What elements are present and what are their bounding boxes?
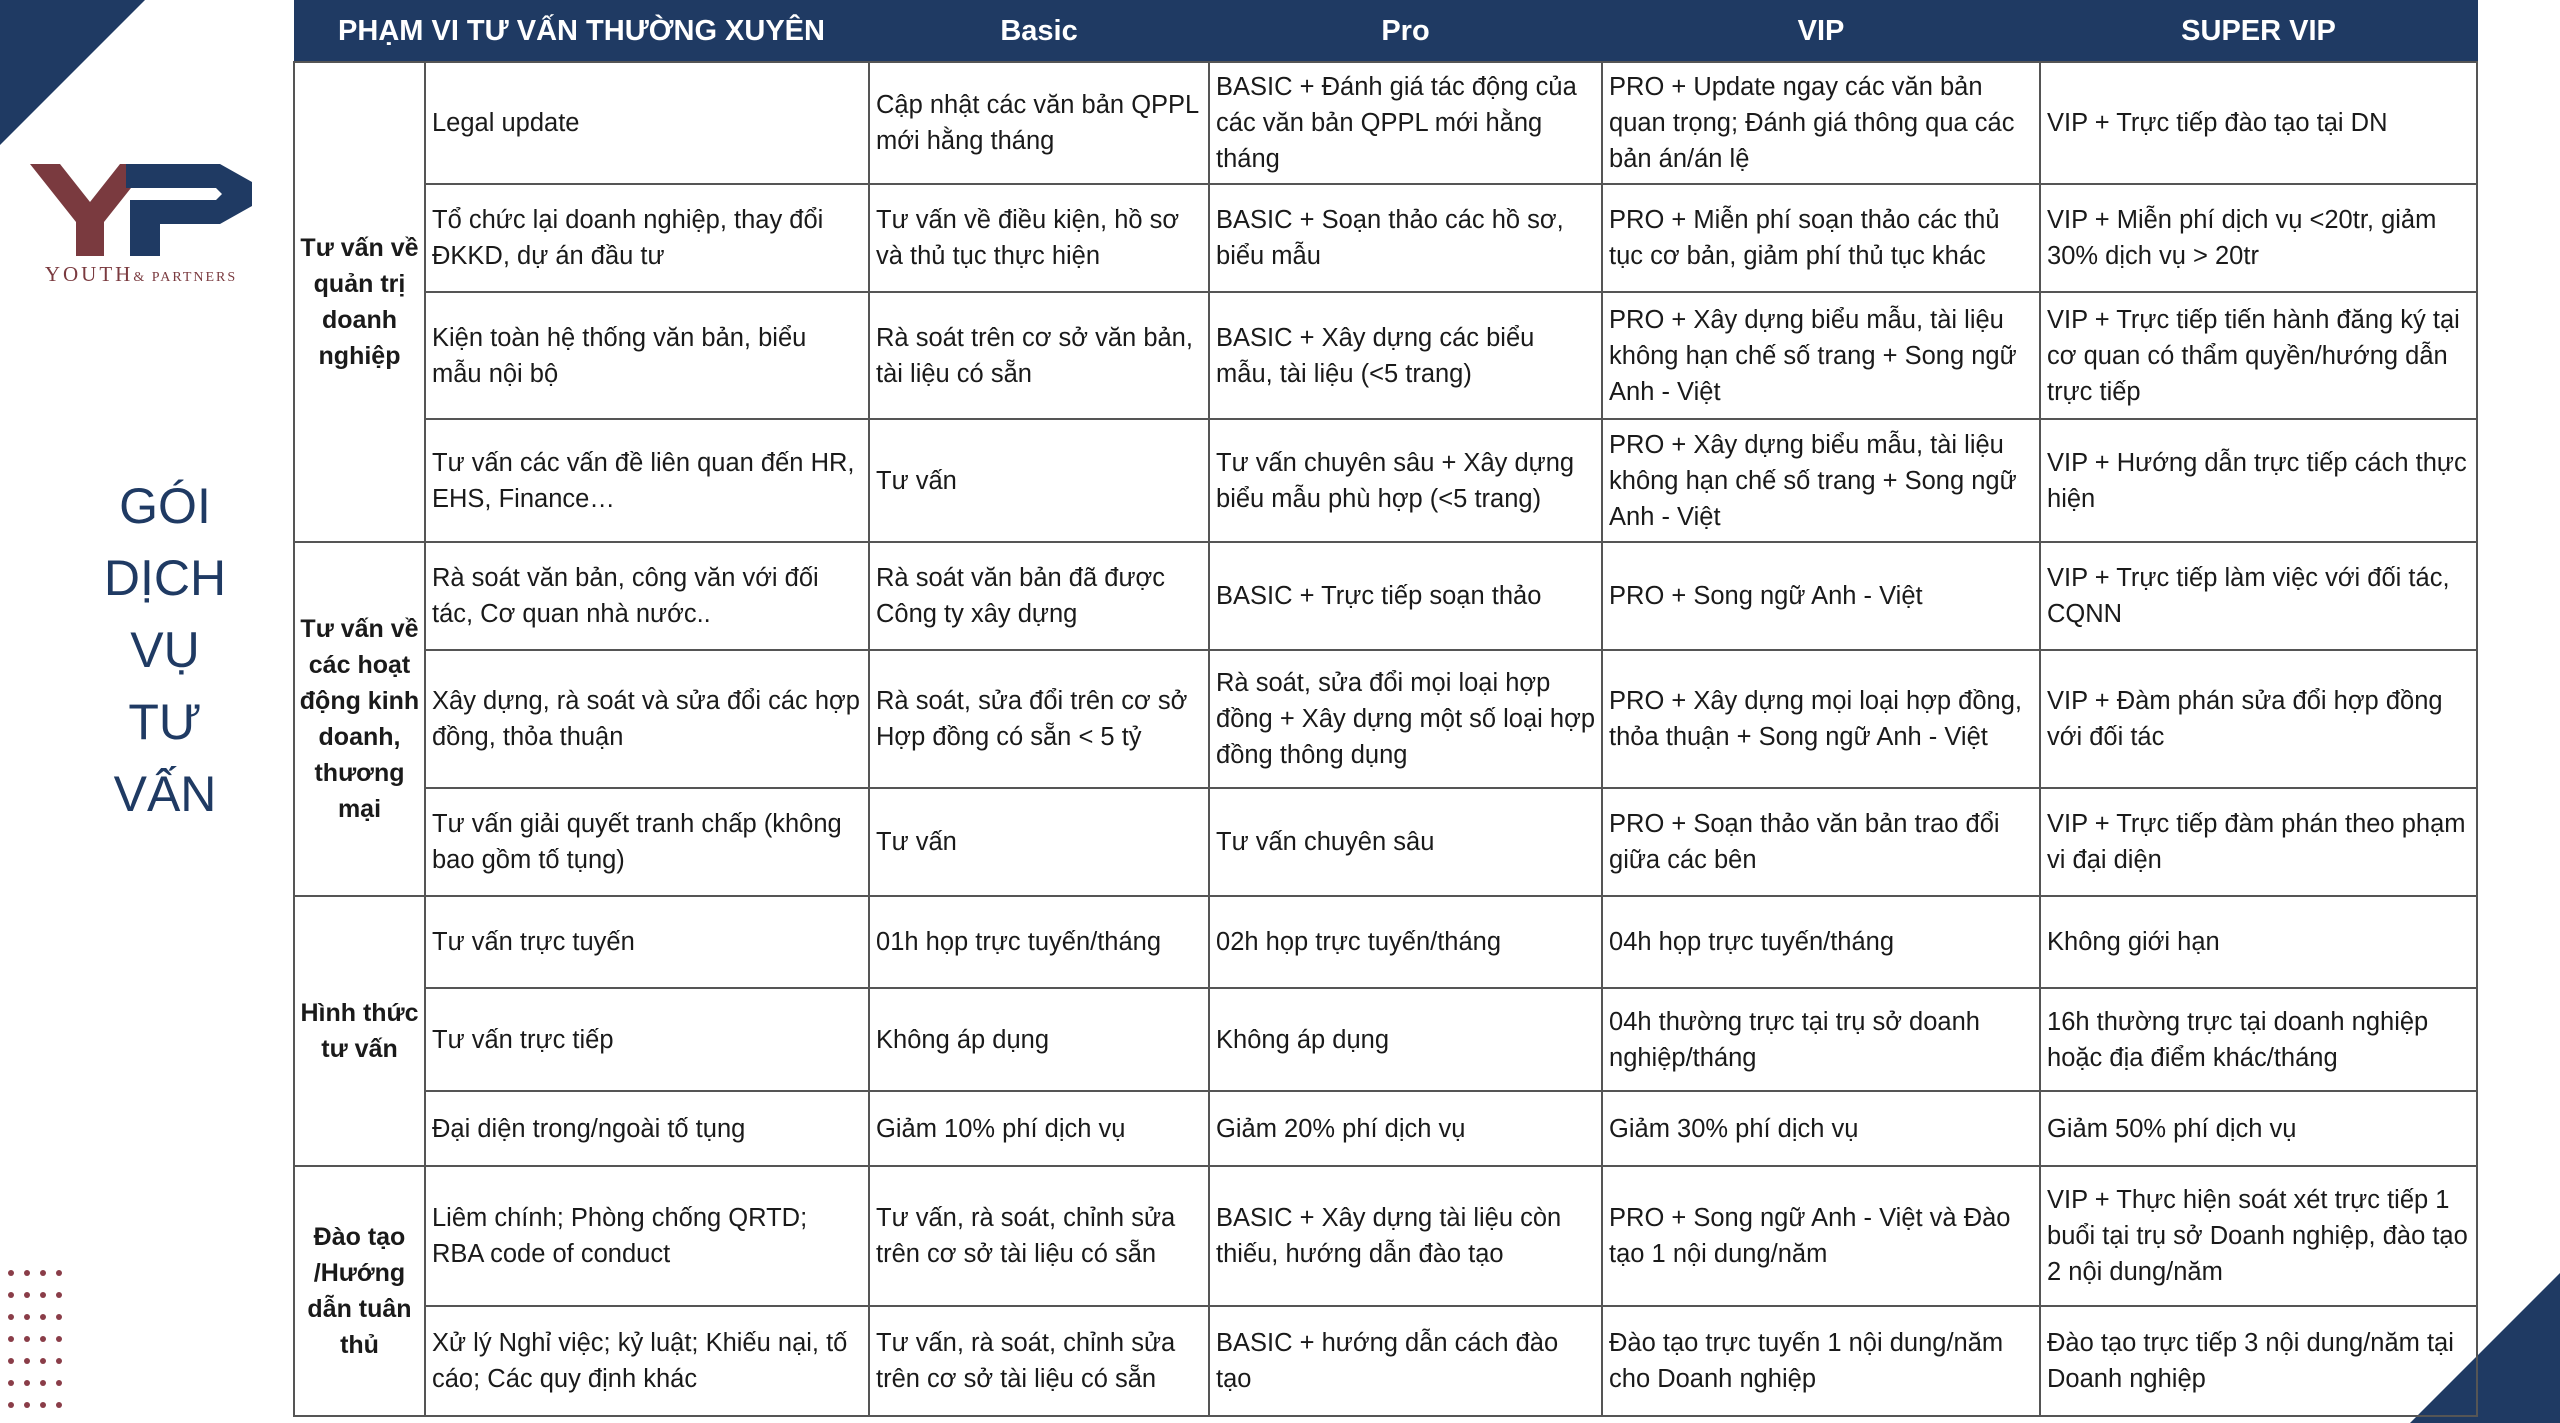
- cell-super-vip: VIP + Miễn phí dịch vụ <20tr, giảm 30% dịch vụ > 20tr: [2040, 184, 2477, 292]
- cell-super-vip: VIP + Trực tiếp đàm phán theo phạm vi đại diện: [2040, 788, 2477, 896]
- dot: [56, 1292, 62, 1298]
- dot: [24, 1270, 30, 1276]
- table-row: [294, 988, 2477, 1091]
- cell-basic: Cập nhật các văn bản QPPL mới hằng tháng: [869, 62, 1209, 184]
- header-super-vip: SUPER VIP: [2040, 1, 2477, 63]
- dot: [8, 1358, 14, 1364]
- cell-scope: Tư vấn giải quyết tranh chấp (không bao gồm tố tụng): [425, 788, 869, 896]
- dot: [24, 1314, 30, 1320]
- cell-pro: BASIC + Soạn thảo các hồ sơ, biểu mẫu: [1209, 184, 1602, 292]
- cell-vip: PRO + Xây dựng biểu mẫu, tài liệu không hạn chế số trang + Song ngữ Anh - Việt: [1602, 419, 2040, 542]
- group-label: Tư vấn về các hoạt động kinh doanh, thương mại: [294, 542, 425, 896]
- cell-super-vip: VIP + Trực tiếp làm việc với đối tác, CQNN: [2040, 542, 2477, 650]
- cell-vip: PRO + Xây dựng mọi loại hợp đồng, thỏa thuận + Song ngữ Anh - Việt: [1602, 650, 2040, 788]
- header-basic: Basic: [869, 1, 1209, 63]
- cell-super-vip: VIP + Thực hiện soát xét trực tiếp 1 buổi tại trụ sở Doanh nghiệp, đào tạo 2 nội dung/năm: [2040, 1166, 2477, 1306]
- dot: [56, 1358, 62, 1364]
- table-row: [294, 62, 2477, 184]
- cell-super-vip: Không giới hạn: [2040, 896, 2477, 988]
- dot: [40, 1402, 46, 1408]
- dot: [24, 1380, 30, 1386]
- dot: [8, 1270, 14, 1276]
- cell-pro: BASIC + Đánh giá tác động của các văn bản QPPL mới hằng tháng: [1209, 62, 1602, 184]
- table-row: [294, 1306, 2477, 1416]
- group-label: Tư vấn về quản trị doanh nghiệp: [294, 62, 425, 542]
- dot: [40, 1314, 46, 1320]
- dot: [40, 1270, 46, 1276]
- dot: [8, 1336, 14, 1342]
- dot: [24, 1292, 30, 1298]
- dot: [24, 1336, 30, 1342]
- cell-basic: Tư vấn về điều kiện, hồ sơ và thủ tục thực hiện: [869, 184, 1209, 292]
- cell-pro: 02h họp trực tuyến/tháng: [1209, 896, 1602, 988]
- dot: [24, 1402, 30, 1408]
- cell-super-vip: Đào tạo trực tiếp 3 nội dung/năm tại Doanh nghiệp: [2040, 1306, 2477, 1416]
- dot: [40, 1358, 46, 1364]
- cell-scope: Tư vấn trực tiếp: [425, 988, 869, 1091]
- dot: [56, 1336, 62, 1342]
- cell-pro: Giảm 20% phí dịch vụ: [1209, 1091, 1602, 1166]
- cell-scope: Đại diện trong/ngoài tố tụng: [425, 1091, 869, 1166]
- table-row: [294, 1166, 2477, 1306]
- dot: [40, 1336, 46, 1342]
- cell-scope: Tư vấn các vấn đề liên quan đến HR, EHS, Finance…: [425, 419, 869, 542]
- dot: [24, 1358, 30, 1364]
- header-pro: Pro: [1209, 1, 1602, 63]
- cell-basic: Tư vấn, rà soát, chỉnh sửa trên cơ sở tài liệu có sẵn: [869, 1306, 1209, 1416]
- dot: [40, 1292, 46, 1298]
- cell-vip: 04h thường trực tại trụ sở doanh nghiệp/tháng: [1602, 988, 2040, 1091]
- dot: [8, 1380, 14, 1386]
- yp-logo-icon: [30, 160, 252, 260]
- cell-basic: Giảm 10% phí dịch vụ: [869, 1091, 1209, 1166]
- cell-pro: Tư vấn chuyên sâu + Xây dựng biểu mẫu phù hợp (<5 trang): [1209, 419, 1602, 542]
- corner-decoration-top-left: [0, 0, 145, 145]
- cell-pro: Không áp dụng: [1209, 988, 1602, 1091]
- service-packages-table: [293, 0, 2478, 1417]
- company-logo: [30, 160, 252, 290]
- table-row: [294, 788, 2477, 896]
- dot: [8, 1314, 14, 1320]
- cell-scope: Tổ chức lại doanh nghiệp, thay đổi ĐKKD, dự án đầu tư: [425, 184, 869, 292]
- group-label: Đào tạo /Hướng dẫn tuân thủ: [294, 1166, 425, 1416]
- table-row: [294, 650, 2477, 788]
- cell-scope: Kiện toàn hệ thống văn bản, biểu mẫu nội bộ: [425, 292, 869, 419]
- table-row: [294, 419, 2477, 542]
- cell-basic: Rà soát, sửa đổi trên cơ sở Hợp đồng có sẵn < 5 tỷ: [869, 650, 1209, 788]
- dot: [8, 1292, 14, 1298]
- cell-basic: Tư vấn: [869, 419, 1209, 542]
- group-label: Hình thức tư vấn: [294, 896, 425, 1166]
- dot: [56, 1402, 62, 1408]
- cell-pro: BASIC + Xây dựng các biểu mẫu, tài liệu (<5 trang): [1209, 292, 1602, 419]
- header-vip: VIP: [1602, 1, 2040, 63]
- dot: [56, 1270, 62, 1276]
- cell-scope: Liêm chính; Phòng chống QRTD; RBA code of conduct: [425, 1166, 869, 1306]
- dot: [40, 1380, 46, 1386]
- cell-basic: Rà soát trên cơ sở văn bản, tài liệu có sẵn: [869, 292, 1209, 419]
- logo-suffix: & PARTNERS: [133, 270, 238, 285]
- cell-super-vip: Giảm 50% phí dịch vụ: [2040, 1091, 2477, 1166]
- cell-vip: PRO + Xây dựng biểu mẫu, tài liệu không hạn chế số trang + Song ngữ Anh - Việt: [1602, 292, 2040, 419]
- cell-scope: Xử lý Nghỉ việc; kỷ luật; Khiếu nại, tố cáo; Các quy định khác: [425, 1306, 869, 1416]
- table-row: [294, 184, 2477, 292]
- table-header-row: [294, 1, 2477, 63]
- table-row: [294, 292, 2477, 419]
- cell-vip: Đào tạo trực tuyến 1 nội dung/năm cho Doanh nghiệp: [1602, 1306, 2040, 1416]
- side-title-line: GÓI: [119, 478, 211, 534]
- cell-vip: PRO + Update ngay các văn bản quan trọng; Đánh giá thông qua các bản án/án lệ: [1602, 62, 2040, 184]
- cell-super-vip: VIP + Trực tiếp tiến hành đăng ký tại cơ quan có thẩm quyền/hướng dẫn trực tiếp: [2040, 292, 2477, 419]
- cell-vip: PRO + Song ngữ Anh - Việt: [1602, 542, 2040, 650]
- dot: [56, 1380, 62, 1386]
- dot: [56, 1314, 62, 1320]
- dot: [8, 1402, 14, 1408]
- cell-vip: Giảm 30% phí dịch vụ: [1602, 1091, 2040, 1166]
- cell-scope: Tư vấn trực tuyến: [425, 896, 869, 988]
- cell-basic: Rà soát văn bản đã được Công ty xây dựng: [869, 542, 1209, 650]
- logo-name: YOUTH: [44, 262, 134, 286]
- cell-pro: BASIC + hướng dẫn cách đào tạo: [1209, 1306, 1602, 1416]
- cell-pro: Tư vấn chuyên sâu: [1209, 788, 1602, 896]
- cell-super-vip: VIP + Hướng dẫn trực tiếp cách thực hiện: [2040, 419, 2477, 542]
- cell-scope: Xây dựng, rà soát và sửa đổi các hợp đồng, thỏa thuận: [425, 650, 869, 788]
- cell-basic: Tư vấn: [869, 788, 1209, 896]
- table-row: [294, 896, 2477, 988]
- cell-basic: Tư vấn, rà soát, chỉnh sửa trên cơ sở tài liệu có sẵn: [869, 1166, 1209, 1306]
- cell-scope: Rà soát văn bản, công văn với đối tác, Cơ quan nhà nước..: [425, 542, 869, 650]
- cell-scope: Legal update: [425, 62, 869, 184]
- table-row: [294, 542, 2477, 650]
- logo-wordmark: [30, 262, 252, 287]
- cell-vip: 04h họp trực tuyến/tháng: [1602, 896, 2040, 988]
- side-title-line: DỊCH: [103, 550, 227, 606]
- side-title: [60, 470, 270, 830]
- header-scope: PHẠM VI TƯ VẤN THƯỜNG XUYÊN: [294, 1, 869, 63]
- cell-pro: BASIC + Trực tiếp soạn thảo: [1209, 542, 1602, 650]
- cell-super-vip: VIP + Trực tiếp đào tạo tại DN: [2040, 62, 2477, 184]
- side-title-line: VỤ: [130, 622, 200, 678]
- cell-super-vip: VIP + Đàm phán sửa đổi hợp đồng với đối tác: [2040, 650, 2477, 788]
- cell-pro: BASIC + Xây dựng tài liệu còn thiếu, hướng dẫn đào tạo: [1209, 1166, 1602, 1306]
- table-row: [294, 1091, 2477, 1166]
- cell-vip: PRO + Song ngữ Anh - Việt và Đào tạo 1 nội dung/năm: [1602, 1166, 2040, 1306]
- side-title-line: VẤN: [113, 766, 217, 822]
- cell-basic: Không áp dụng: [869, 988, 1209, 1091]
- cell-super-vip: 16h thường trực tại doanh nghiệp hoặc địa điểm khác/tháng: [2040, 988, 2477, 1091]
- cell-vip: PRO + Soạn thảo văn bản trao đổi giữa các bên: [1602, 788, 2040, 896]
- cell-basic: 01h họp trực tuyến/tháng: [869, 896, 1209, 988]
- cell-vip: PRO + Miễn phí soạn thảo các thủ tục cơ bản, giảm phí thủ tục khác: [1602, 184, 2040, 292]
- side-title-line: TƯ: [128, 694, 202, 750]
- cell-pro: Rà soát, sửa đổi mọi loại hợp đồng + Xây dựng một số loại hợp đồng thông dụng: [1209, 650, 1602, 788]
